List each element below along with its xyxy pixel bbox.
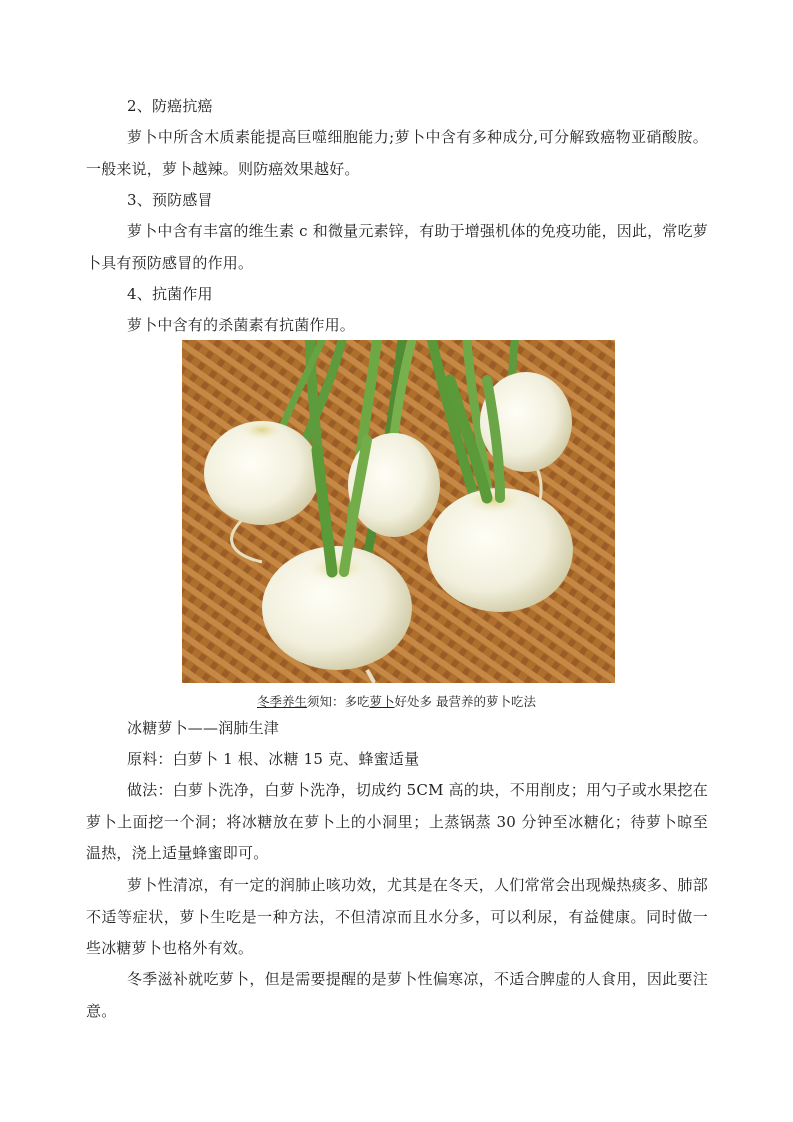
section-body-cancer: 萝卜中所含木质素能提高巨噬细胞能力;萝卜中含有多种成分,可分解致癌物亚硝酸胺。一般来说，萝卜越辣。则防癌效果越好。	[86, 128, 708, 178]
section-body-cold: 萝卜中含有丰富的维生素 c 和微量元素锌，有助于增强机体的免疫功能，因此，常吃萝卜具有预防感冒的作用。	[86, 222, 708, 272]
section-body-antibacterial: 萝卜中含有的杀菌素有抗菌作用。	[127, 316, 356, 334]
section-heading-cold: 3、预防感冒	[127, 191, 213, 209]
radish-photo	[182, 340, 615, 683]
photo-caption	[0, 692, 793, 712]
caption-text-2: 好处多 最营养的萝卜吃法	[394, 694, 537, 709]
caption-text-1: 须知：多吃	[307, 694, 370, 709]
caption-link-radish[interactable]: 萝卜	[369, 694, 395, 709]
recipe-note-1: 萝卜性清凉，有一定的润肺止咳功效，尤其是在冬天，人们常常会出现燥热痰多、肺部不适等症状，萝卜生吃是一种方法，不但清凉而且水分多，可以利尿，有益健康。同时做一些冰糖萝卜也格外有效。	[86, 876, 708, 957]
section-heading-antibacterial: 4、抗菌作用	[127, 285, 213, 303]
caption-link-winter-health[interactable]: 冬季养生	[256, 694, 307, 709]
section-heading-cancer: 2、防癌抗癌	[127, 97, 213, 115]
recipe-method: 做法：白萝卜洗净，白萝卜洗净，切成约 5CM 高的块，不用削皮；用勺子或水果挖在萝卜上面挖一个洞；将冰糖放在萝卜上的小洞里；上蒸锅蒸 30 分钟至冰糖化；待萝卜晾至温热，浇上适量蜂蜜即可。	[86, 781, 708, 862]
recipe-note-2: 冬季滋补就吃萝卜，但是需要提醒的是萝卜性偏寒凉，不适合脾虚的人食用，因此要注意。	[86, 970, 708, 1020]
recipe-ingredients: 原料：白萝卜 1 根、冰糖 15 克、蜂蜜适量	[127, 750, 420, 768]
recipe-title: 冰糖萝卜——润肺生津	[127, 719, 280, 737]
